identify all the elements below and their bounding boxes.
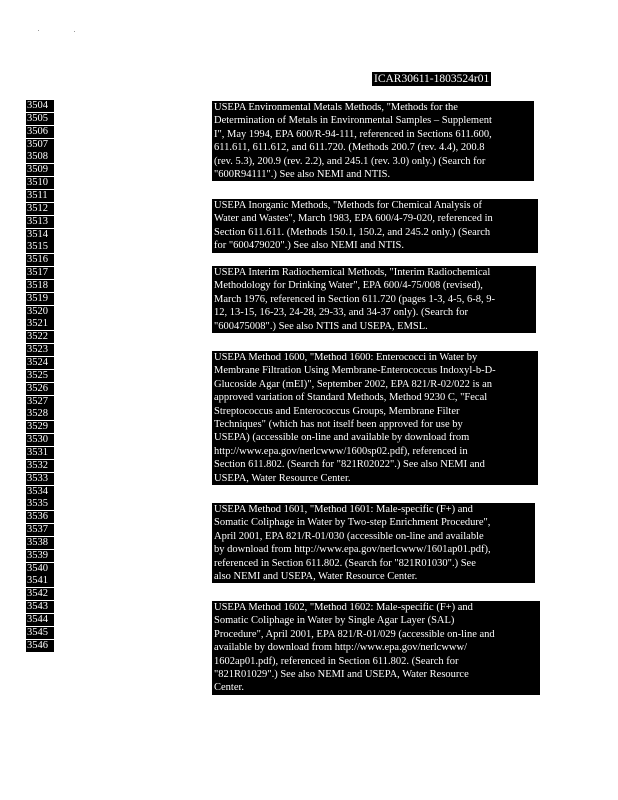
line-number: 3545 <box>26 627 54 639</box>
reference-text-line: "600475008".) See also NTIS and USEPA, EMSL. <box>214 320 428 332</box>
line-number: 3531 <box>26 447 54 459</box>
reference-text-line: Glucoside Agar (mEI)", September 2002, EPA 821/R-02/022 is an <box>214 378 493 390</box>
line-number: 3507 <box>26 139 54 151</box>
reference-text-line: http://www.epa.gov/nerlcwww/1600sp02.pdf), referenced in <box>214 445 468 457</box>
reference-text-line: I", May 1994, EPA 600/R-94-111, referenced in Sections 611.600, <box>214 128 492 140</box>
reference-text-line: for "600479020".) See also NEMI and NTIS. <box>214 240 404 252</box>
reference-text-line: Somatic Coliphage in Water by Single Agar Layer (SAL) <box>214 615 455 627</box>
line-number: 3522 <box>26 331 54 343</box>
reference-text-line: Somatic Coliphage in Water by Two-step Enrichment Procedure", <box>214 517 491 529</box>
reference-text-line: 1602ap01.pdf), referenced in Section 611.802. (Search for <box>214 655 459 667</box>
reference-text-line: referenced in Section 611.802. (Search for "821R01030".) See <box>214 557 476 569</box>
line-number: 3530 <box>26 434 54 446</box>
document-id-header: ICAR30611-1803524r01 <box>374 73 490 85</box>
reference-text-line: March 1976, referenced in Section 611.720 (pages 1-3, 4-5, 6-8, 9- <box>214 293 495 305</box>
line-number: 3542 <box>26 588 54 600</box>
reference-text-line: USEPA Environmental Metals Methods, "Methods for the <box>214 102 458 113</box>
reference-text-line: 611.611, 611.612, and 611.720. (Methods 200.7 (rev. 4.4), 200.8 <box>214 142 485 154</box>
line-number: 3521 <box>26 318 54 330</box>
line-number: 3510 <box>26 177 54 189</box>
scan-speck <box>74 31 75 32</box>
line-number: 3514 <box>26 229 54 241</box>
reference-text-line: also NEMI and USEPA, Water Resource Center. <box>214 571 418 583</box>
line-number: 3517 <box>26 267 54 279</box>
line-number: 3532 <box>26 460 54 472</box>
line-number: 3534 <box>26 486 54 498</box>
line-number: 3512 <box>26 203 54 215</box>
reference-text-line: Determination of Metals in Environmental Samples – Supplement <box>214 115 492 127</box>
reference-text-line: USEPA) (accessible on-line and available by download from <box>214 432 470 444</box>
line-number: 3525 <box>26 370 54 382</box>
line-number: 3541 <box>26 575 54 587</box>
line-number: 3535 <box>26 498 54 510</box>
scan-speck <box>38 30 39 31</box>
reference-text-line: Techniques" (which has not itself been approved for use by <box>214 419 463 431</box>
line-number: 3543 <box>26 601 54 613</box>
line-number: 3506 <box>26 126 54 138</box>
reference-text-line: Section 611.611. (Methods 150.1, 150.2, and 245.2 only.) (Search <box>214 226 491 238</box>
line-number: 3504 <box>26 100 54 112</box>
reference-text-line: Membrane Filtration Using Membrane-Enterococcus Indoxyl-b-D- <box>214 365 496 377</box>
reference-text-line: by download from http://www.epa.gov/nerlcwww/1601ap01.pdf), <box>214 544 491 556</box>
line-number: 3539 <box>26 550 54 562</box>
reference-text-line: Streptococcus and Enterococcus Groups, Membrane Filter <box>214 405 460 417</box>
reference-entry <box>212 101 534 181</box>
line-number: 3544 <box>26 614 54 626</box>
line-number: 3537 <box>26 524 54 536</box>
reference-text-line: approved variation of Standard Methods, Method 9230 C, "Fecal <box>214 392 488 404</box>
reference-text-line: USEPA Inorganic Methods, "Methods for Chemical Analysis of <box>214 200 482 211</box>
line-number: 3529 <box>26 421 54 433</box>
reference-text-line: USEPA Method 1601, "Method 1601: Male-specific (F+) and <box>214 504 473 515</box>
line-number: 3516 <box>26 254 54 266</box>
reference-text-line: USEPA Method 1600, "Method 1600: Enterococci in Water by <box>214 352 478 363</box>
reference-entry <box>212 601 540 695</box>
line-number: 3528 <box>26 408 54 420</box>
reference-text-line: USEPA Method 1602, "Method 1602: Male-specific (F+) and <box>214 602 473 613</box>
reference-text-line: Center. <box>214 682 245 694</box>
reference-text-line: USEPA, Water Resource Center. <box>214 472 351 484</box>
reference-text-line: "821R01029".) See also NEMI and USEPA, Water Resource <box>214 669 469 681</box>
reference-text-line: (rev. 5.3), 200.9 (rev. 2.2), and 245.1 (rev. 3.0) only.) (Search for <box>214 155 486 167</box>
line-number: 3527 <box>26 396 54 408</box>
line-number: 3505 <box>26 113 54 125</box>
reference-text-line: 12, 13-15, 16-23, 24-28, 29-33, and 34-37 only). (Search for <box>214 307 468 319</box>
line-number: 3518 <box>26 280 54 292</box>
line-number: 3540 <box>26 563 54 575</box>
reference-entry <box>212 351 538 485</box>
reference-text-line: Water and Wastes", March 1983, EPA 600/4-79-020, referenced in <box>214 213 493 225</box>
reference-text-line: Section 611.802. (Search for "821R02022".) See also NEMI and <box>214 459 485 471</box>
line-number: 3546 <box>26 640 54 652</box>
reference-text-line: April 2001, EPA 821/R-01/030 (accessible on-line and available <box>214 530 484 542</box>
line-number: 3509 <box>26 164 54 176</box>
reference-entry <box>212 199 538 253</box>
line-number: 3513 <box>26 216 54 228</box>
reference-entry <box>212 503 535 583</box>
reference-text-line: available by download from http://www.epa.gov/nerlcwww/ <box>214 642 468 654</box>
line-number: 3524 <box>26 357 54 369</box>
line-number: 3511 <box>26 190 54 202</box>
reference-text-line: USEPA Interim Radiochemical Methods, "Interim Radiochemical <box>214 267 491 278</box>
line-number: 3523 <box>26 344 54 356</box>
reference-text-line: "600R94111".) See also NEMI and NTIS. <box>214 169 391 181</box>
line-number: 3538 <box>26 537 54 549</box>
line-number: 3520 <box>26 306 54 318</box>
reference-text-line: Procedure", April 2001, EPA 821/R-01/029 (accessible on-line and <box>214 628 495 640</box>
reference-text-line: Methodology for Drinking Water", EPA 600/4-75/008 (revised), <box>214 280 483 292</box>
line-number: 3508 <box>26 151 54 163</box>
line-number: 3526 <box>26 383 54 395</box>
line-number: 3536 <box>26 511 54 523</box>
line-number: 3515 <box>26 241 54 253</box>
line-number: 3533 <box>26 473 54 485</box>
reference-entry <box>212 266 536 333</box>
line-number: 3519 <box>26 293 54 305</box>
